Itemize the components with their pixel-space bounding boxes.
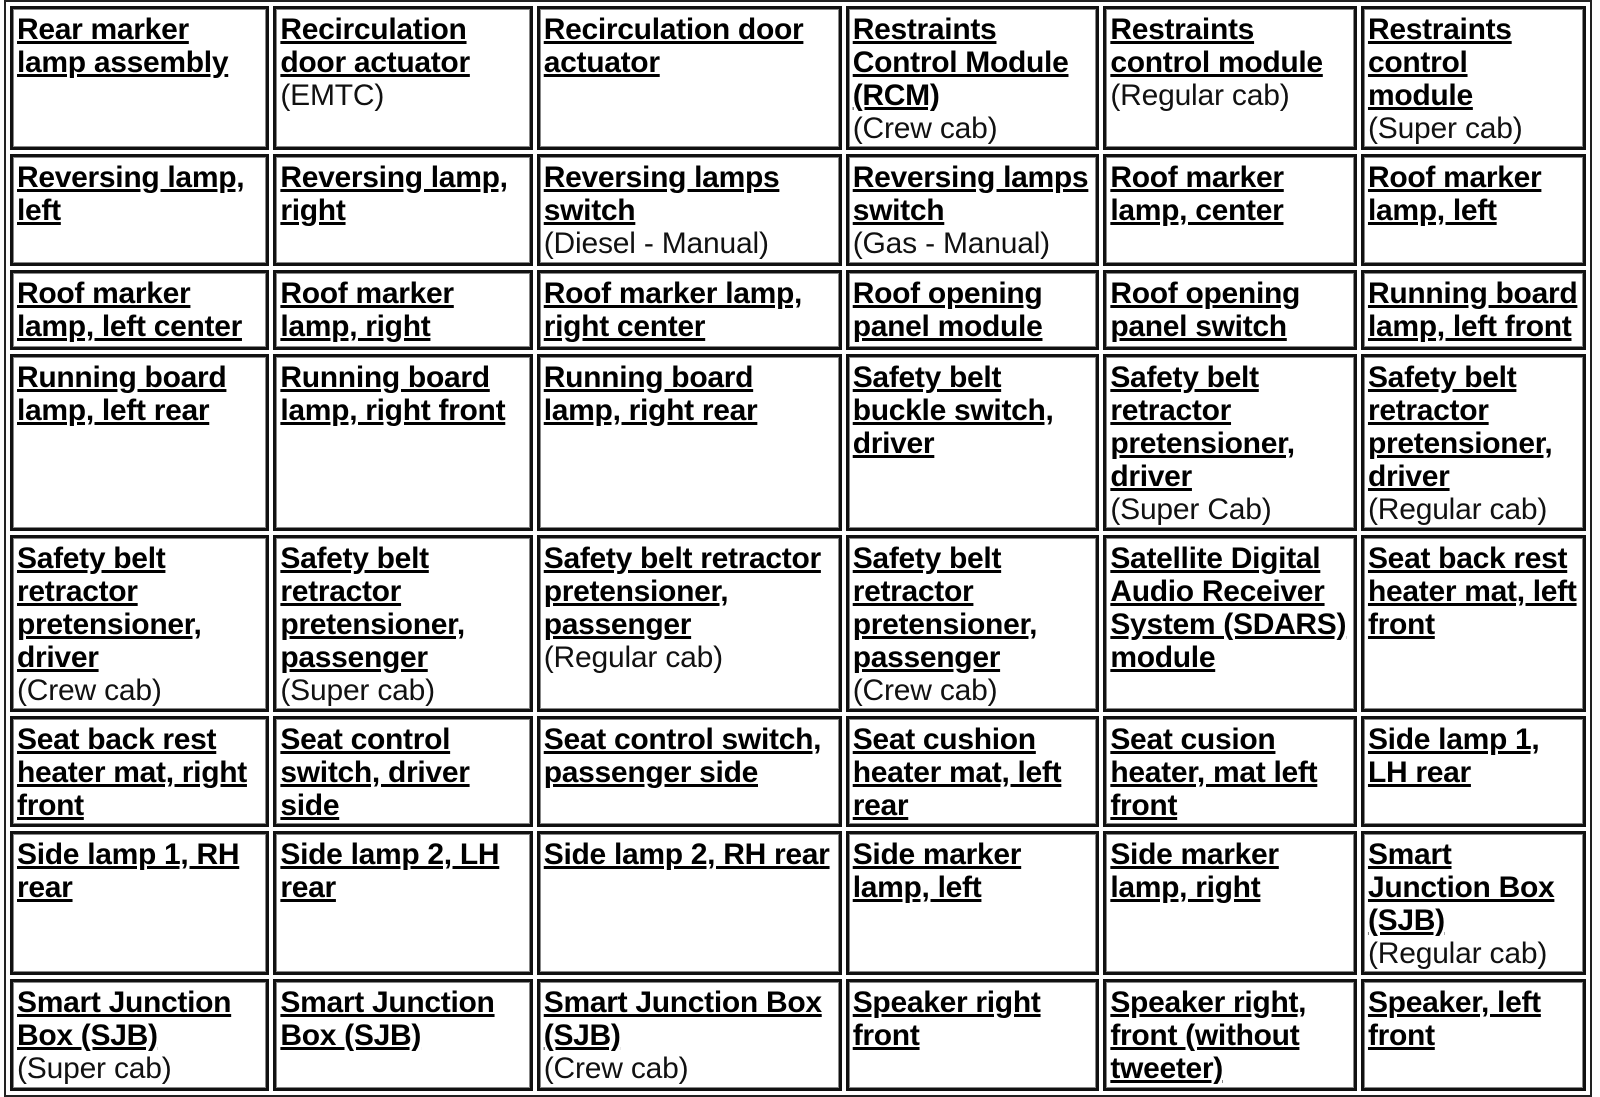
table-cell xyxy=(1103,6,1357,150)
component-note: (Super Cab) xyxy=(1110,493,1272,526)
component-link[interactable]: Side marker lamp, right xyxy=(1110,838,1279,904)
component-link[interactable]: Side lamp 2, RH rear xyxy=(543,838,830,871)
component-link[interactable]: Roof marker lamp, left center xyxy=(17,277,242,343)
component-link[interactable]: Safety belt buckle switch, driver xyxy=(852,361,1054,460)
table-cell xyxy=(1103,716,1357,827)
component-link[interactable]: Running board lamp, right rear xyxy=(543,361,758,427)
component-link[interactable]: Smart Junction Box (SJB) xyxy=(543,986,822,1052)
table-row xyxy=(10,6,1586,150)
component-link[interactable]: Restraints control module xyxy=(1110,13,1323,79)
table-cell xyxy=(1103,354,1357,531)
table-cell xyxy=(10,270,269,350)
component-link[interactable]: Rear marker lamp assembly xyxy=(17,13,229,79)
component-link[interactable]: Safety belt retractor pretensioner, driver xyxy=(17,542,202,674)
table-cell xyxy=(1361,270,1586,350)
table-cell xyxy=(10,354,269,531)
component-link[interactable]: Smart Junction Box (SJB) xyxy=(1367,838,1555,937)
component-link[interactable]: Running board lamp, left rear xyxy=(17,361,227,427)
table-cell xyxy=(273,831,532,975)
component-link[interactable]: Seat control switch, passenger side xyxy=(543,723,822,789)
table-cell xyxy=(537,716,842,827)
component-link[interactable]: Smart Junction Box (SJB) xyxy=(280,986,495,1052)
component-link[interactable]: Roof marker lamp, right center xyxy=(543,277,803,343)
component-note: (Regular cab) xyxy=(1367,493,1548,526)
table-cell xyxy=(846,831,1100,975)
component-note: (Crew cab) xyxy=(852,112,998,145)
table-cell xyxy=(537,154,842,266)
table-cell xyxy=(846,270,1100,350)
component-note: (Super cab) xyxy=(1367,112,1523,145)
table-row xyxy=(10,154,1586,266)
table-cell xyxy=(10,979,269,1091)
table-cell xyxy=(1103,154,1357,266)
component-link[interactable]: Seat back rest heater mat, left front xyxy=(1367,542,1577,641)
component-note: (Regular cab) xyxy=(543,641,723,674)
component-link[interactable]: Roof marker lamp, right xyxy=(280,277,454,343)
component-link[interactable]: Roof opening panel switch xyxy=(1110,277,1301,343)
component-link[interactable]: Safety belt retractor pretensioner, driver xyxy=(1367,361,1553,493)
table-row xyxy=(10,270,1586,350)
component-link[interactable]: Restraints control module xyxy=(1367,13,1512,112)
component-link[interactable]: Safety belt retractor pretensioner, passenger xyxy=(280,542,465,674)
table-cell xyxy=(1103,535,1357,712)
component-link[interactable]: Recirculation door actuator xyxy=(280,13,470,79)
table-cell xyxy=(1361,6,1586,150)
component-link[interactable]: Smart Junction Box (SJB) xyxy=(17,986,232,1052)
table-cell xyxy=(273,535,532,712)
table-row xyxy=(10,831,1586,975)
component-link[interactable]: Seat cushion heater mat, left rear xyxy=(852,723,1062,822)
component-link[interactable]: Speaker right front xyxy=(852,986,1041,1052)
component-link[interactable]: Restraints Control Module (RCM) xyxy=(852,13,1069,112)
table-cell xyxy=(273,354,532,531)
table-cell xyxy=(846,6,1100,150)
component-link[interactable]: Side lamp 1, RH rear xyxy=(17,838,240,904)
table-cell xyxy=(537,831,842,975)
table-cell xyxy=(10,6,269,150)
table-cell xyxy=(537,354,842,531)
component-link[interactable]: Side lamp 2, LH rear xyxy=(280,838,500,904)
table-cell xyxy=(1361,354,1586,531)
component-note: (EMTC) xyxy=(280,79,385,112)
table-cell xyxy=(537,270,842,350)
component-link[interactable]: Safety belt retractor pretensioner, driver xyxy=(1110,361,1295,493)
table-cell xyxy=(10,716,269,827)
component-link[interactable]: Seat control switch, driver side xyxy=(280,723,470,822)
component-link[interactable]: Side marker lamp, left xyxy=(852,838,1022,904)
component-link[interactable]: Roof marker lamp, left xyxy=(1367,161,1542,227)
table-cell xyxy=(10,831,269,975)
component-note: (Regular cab) xyxy=(1110,79,1290,112)
component-link[interactable]: Safety belt retractor pretensioner, passenger xyxy=(543,542,821,641)
table-cell xyxy=(537,979,842,1091)
table-row xyxy=(10,535,1586,712)
table-row xyxy=(10,354,1586,531)
component-note: (Crew cab) xyxy=(852,674,998,707)
table-cell xyxy=(1361,979,1586,1091)
component-note: (Crew cab) xyxy=(543,1052,689,1085)
table-row xyxy=(10,716,1586,827)
component-link[interactable]: Reversing lamp, right xyxy=(280,161,508,227)
component-note: (Super cab) xyxy=(17,1052,172,1085)
table-cell xyxy=(1361,831,1586,975)
table-cell xyxy=(1361,716,1586,827)
component-note: (Gas - Manual) xyxy=(852,227,1050,260)
table-cell xyxy=(846,716,1100,827)
table-cell xyxy=(1103,979,1357,1091)
table-cell xyxy=(537,6,842,150)
component-link[interactable]: Reversing lamps switch xyxy=(852,161,1089,227)
component-link[interactable]: Speaker, left front xyxy=(1367,986,1541,1052)
component-note: (Diesel - Manual) xyxy=(543,227,769,260)
component-index-body xyxy=(10,6,1586,1091)
table-cell xyxy=(846,535,1100,712)
component-link[interactable]: Satellite Digital Audio Receiver System (SDARS) module xyxy=(1110,542,1347,674)
table-cell xyxy=(10,535,269,712)
table-cell xyxy=(273,979,532,1091)
table-cell xyxy=(10,154,269,266)
table-cell xyxy=(846,354,1100,531)
component-link[interactable]: Recirculation door actuator xyxy=(543,13,804,79)
component-link[interactable]: Side lamp 1, LH rear xyxy=(1367,723,1540,789)
component-index-table xyxy=(4,0,1592,1097)
table-cell xyxy=(846,979,1100,1091)
component-link[interactable]: Seat cusion heater, mat left front xyxy=(1110,723,1318,822)
component-link[interactable]: Reversing lamps switch xyxy=(543,161,780,227)
table-cell xyxy=(273,270,532,350)
component-link[interactable]: Seat back rest heater mat, right front xyxy=(17,723,247,822)
component-link[interactable]: Running board lamp, right front xyxy=(280,361,506,427)
table-cell xyxy=(1103,270,1357,350)
table-cell xyxy=(273,6,532,150)
table-row xyxy=(10,979,1586,1091)
component-note: (Super cab) xyxy=(280,674,435,707)
table-cell xyxy=(846,154,1100,266)
table-cell xyxy=(1103,831,1357,975)
component-note: (Regular cab) xyxy=(1367,937,1548,970)
table-cell xyxy=(1361,154,1586,266)
table-cell xyxy=(1361,535,1586,712)
component-link[interactable]: Speaker right, front (without tweeter) xyxy=(1110,986,1307,1085)
table-cell xyxy=(537,535,842,712)
component-link[interactable]: Safety belt retractor pretensioner, passenger xyxy=(852,542,1038,674)
component-link[interactable]: Roof opening panel module xyxy=(852,277,1043,343)
component-link[interactable]: Running board lamp, left front xyxy=(1367,277,1578,343)
component-link[interactable]: Roof marker lamp, center xyxy=(1110,161,1284,227)
component-link[interactable]: Reversing lamp, left xyxy=(17,161,245,227)
table-cell xyxy=(273,716,532,827)
component-note: (Crew cab) xyxy=(17,674,162,707)
table-cell xyxy=(273,154,532,266)
